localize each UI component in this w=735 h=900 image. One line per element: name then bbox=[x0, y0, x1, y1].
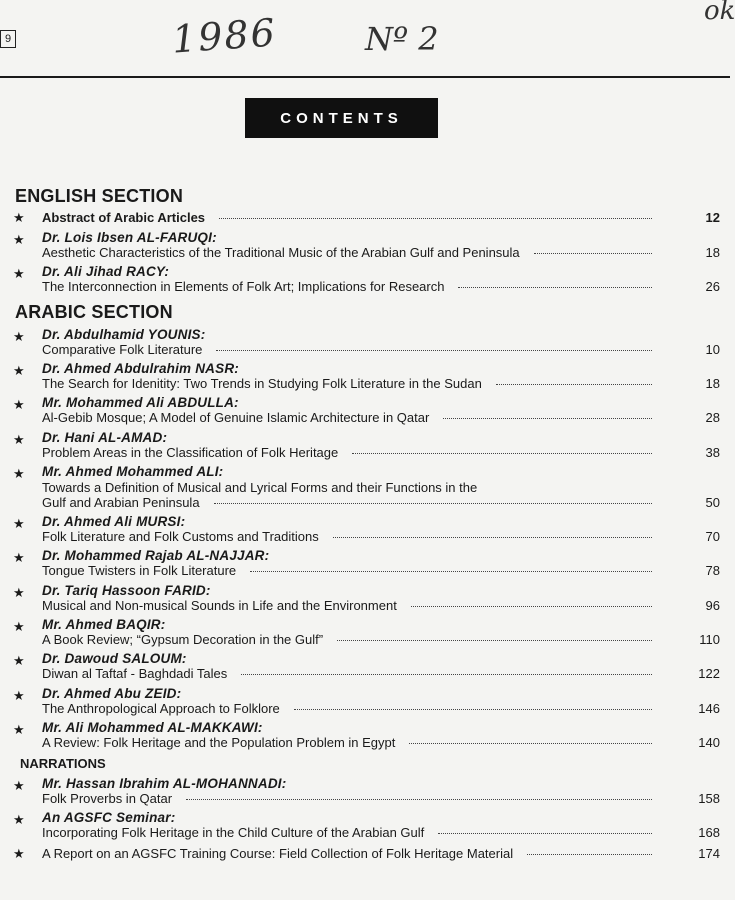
entry-page: 26 bbox=[705, 279, 720, 294]
entry-author: Dr. Dawoud SALOUM: bbox=[42, 651, 187, 666]
star-icon: ★ bbox=[13, 619, 25, 634]
entry-title: Diwan al Taftaf - Baghdadi Tales bbox=[42, 666, 228, 681]
entry-page: 28 bbox=[705, 410, 720, 425]
entry-title: Folk Proverbs in Qatar bbox=[42, 791, 173, 806]
star-icon: ★ bbox=[13, 329, 25, 344]
star-icon: ★ bbox=[13, 653, 25, 668]
star-icon: ★ bbox=[13, 432, 25, 447]
handwritten-year: 1986 bbox=[170, 10, 279, 62]
star-icon: ★ bbox=[13, 516, 25, 531]
entry-author: Dr. Ahmed Abdulrahim NASR: bbox=[42, 361, 239, 376]
entry-page: 18 bbox=[705, 245, 720, 260]
page-number: 9 bbox=[0, 30, 16, 48]
entry-page: 18 bbox=[705, 376, 720, 391]
entry-page: 140 bbox=[698, 735, 720, 750]
star-icon: ★ bbox=[13, 232, 25, 247]
entry-author: Dr. Ali Jihad RACY: bbox=[42, 264, 170, 279]
entry-page: 174 bbox=[698, 846, 720, 861]
entry-author: Dr. Tariq Hassoon FARID: bbox=[42, 583, 211, 598]
entry-title: Tongue Twisters in Folk Literature bbox=[42, 563, 237, 578]
entry-author: An AGSFC Seminar: bbox=[42, 810, 176, 825]
handwritten-ok: ok bbox=[704, 0, 735, 26]
entry-title: Musical and Non-musical Sounds in Life and the Environment bbox=[42, 598, 397, 613]
entry-title: The Interconnection in Elements of Folk Art; Implications for Research bbox=[42, 279, 445, 294]
entry-page: 122 bbox=[698, 666, 720, 681]
entry-author: Mr. Ahmed BAQIR: bbox=[42, 617, 166, 632]
entry-title: Problem Areas in the Classification of Folk Heritage bbox=[42, 445, 339, 460]
entry-author: Mr. Ahmed Mohammed ALI: bbox=[42, 464, 224, 479]
star-icon: ★ bbox=[13, 210, 25, 225]
entry-title: The Search for Idenitity: Two Trends in Studying Folk Literature in the Sudan bbox=[42, 376, 482, 391]
handwritten-issue: Nº 2 bbox=[365, 20, 439, 58]
entry-page: 50 bbox=[705, 495, 720, 510]
entry-author: Mr. Hassan Ibrahim AL-MOHANNADI: bbox=[42, 776, 287, 791]
entry-page: 12 bbox=[705, 210, 720, 225]
star-icon: ★ bbox=[13, 363, 25, 378]
entry-title: A Book Review; “Gypsum Decoration in the Gulf” bbox=[42, 632, 324, 647]
entry-title: Abstract of Arabic Articles bbox=[42, 210, 206, 225]
star-icon: ★ bbox=[13, 466, 25, 481]
entry-author: Mr. Ali Mohammed AL-MAKKAWI: bbox=[42, 720, 263, 735]
entry-page: 168 bbox=[698, 825, 720, 840]
entry-page: 146 bbox=[698, 701, 720, 716]
entry-page: 96 bbox=[705, 598, 720, 613]
entry-author: Dr. Ahmed Abu ZEID: bbox=[42, 686, 182, 701]
narrations-heading: NARRATIONS bbox=[20, 756, 106, 771]
entry-title: Al-Gebib Mosque; A Model of Genuine Islamic Architecture in Qatar bbox=[42, 410, 430, 425]
entry-author: Mr. Mohammed Ali ABDULLA: bbox=[42, 395, 239, 410]
star-icon: ★ bbox=[13, 812, 25, 827]
entry-page: 158 bbox=[698, 791, 720, 806]
header-rule bbox=[0, 76, 730, 78]
entry-page: 78 bbox=[705, 563, 720, 578]
star-icon: ★ bbox=[13, 778, 25, 793]
entry-author: Dr. Abdulhamid YOUNIS: bbox=[42, 327, 206, 342]
entry-title-line1: Towards a Definition of Musical and Lyrical Forms and their Functions in the bbox=[42, 480, 478, 495]
entry-page: 38 bbox=[705, 445, 720, 460]
entry-page: 70 bbox=[705, 529, 720, 544]
entry-title: Comparative Folk Literature bbox=[42, 342, 203, 357]
english-section-heading: ENGLISH SECTION bbox=[15, 186, 184, 206]
entry-author: Dr. Ahmed Ali MURSI: bbox=[42, 514, 186, 529]
entry-author: Dr. Hani AL-AMAD: bbox=[42, 430, 168, 445]
entry-title: Incorporating Folk Heritage in the Child Culture of the Arabian Gulf bbox=[42, 825, 425, 840]
entry-author: Dr. Mohammed Rajab AL-NAJJAR: bbox=[42, 548, 270, 563]
star-icon: ★ bbox=[13, 688, 25, 703]
contents-badge: CONTENTS bbox=[245, 98, 438, 138]
star-icon: ★ bbox=[13, 550, 25, 565]
entry-title: Aesthetic Characteristics of the Traditional Music of the Arabian Gulf and Peninsula bbox=[42, 245, 520, 260]
star-icon: ★ bbox=[13, 585, 25, 600]
arabic-section-heading: ARABIC SECTION bbox=[15, 302, 173, 322]
star-icon: ★ bbox=[13, 846, 25, 861]
entry-title: A Review: Folk Heritage and the Population Problem in Egypt bbox=[42, 735, 396, 750]
star-icon: ★ bbox=[13, 266, 25, 281]
entry-title: Gulf and Arabian Peninsula bbox=[42, 495, 200, 510]
star-icon: ★ bbox=[13, 397, 25, 412]
entry-title: A Report on an AGSFC Training Course: Field Collection of Folk Heritage Material bbox=[42, 846, 514, 861]
entry-page: 10 bbox=[705, 342, 720, 357]
entry-title: The Anthropological Approach to Folklore bbox=[42, 701, 280, 716]
entry-title: Folk Literature and Folk Customs and Traditions bbox=[42, 529, 319, 544]
entry-page: 110 bbox=[699, 632, 720, 647]
star-icon: ★ bbox=[13, 722, 25, 737]
entry-author: Dr. Lois Ibsen AL-FARUQI: bbox=[42, 230, 217, 245]
